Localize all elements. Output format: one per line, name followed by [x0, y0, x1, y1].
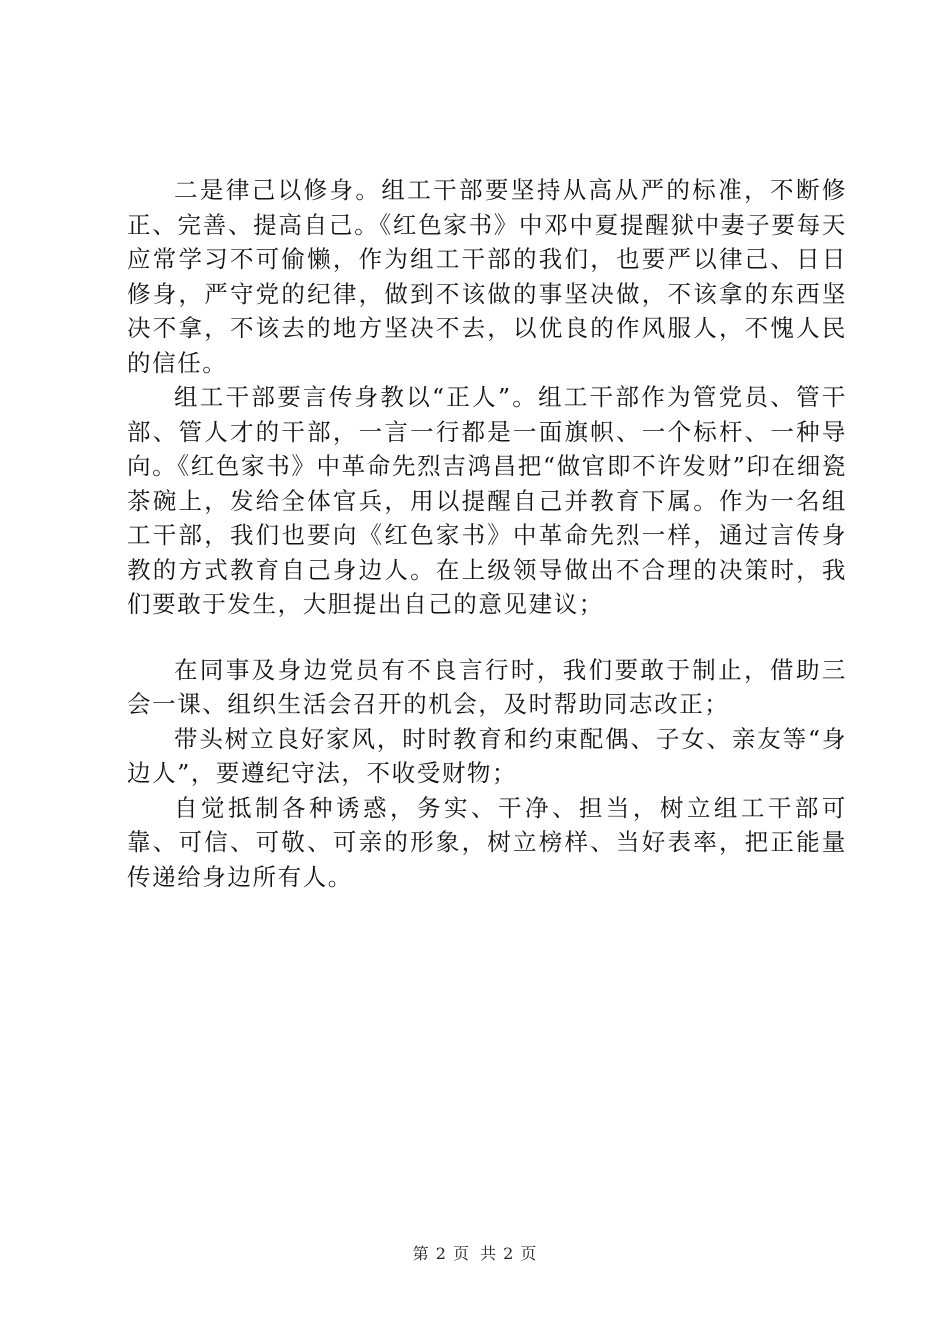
- page-number-current: 第 2 页: [412, 1244, 470, 1263]
- page-number-total: 共 2 页: [480, 1244, 538, 1263]
- paragraph-self-discipline: 二是律己以修身。组工干部要坚持从高从严的标准，不断修正、完善、提高自己。《红色家书》中邓中夏提醒狱中妻子要每天应常学习不可偷懒，作为组工干部的我们，也要严以律己、日日修身，严守党的纪律，做到不该做的事坚决做，不该拿的东西坚决不拿，不该去的地方坚决不去，以优良的作风服人，不愧人民的信任。: [127, 176, 847, 377]
- paragraph-stop-misconduct: 在同事及身边党员有不良言行时，我们要敢于制止，借助三会一课、组织生活会召开的机会，及时帮助同志改正；: [127, 655, 847, 718]
- paragraph-lead-by-example: 组工干部要言传身教以“正人”。组工干部作为管党员、管干部、管人才的干部，一言一行都是一面旗帜、一个标杆、一种导向。《红色家书》中革命先烈吉鸿昌把“做官即不许发财”印在细瓷茶碗上，发给全体官兵，用以提醒自己并教育下属。作为一名组工干部，我们也要向《红色家书》中革命先烈一样，通过言传身教的方式教育自己身边人。在上级领导做出不合理的决策时，我们要敢于发生，大胆提出自己的意见建议；: [127, 383, 847, 618]
- page-footer: [0, 1244, 950, 1264]
- document-body: [127, 173, 847, 894]
- paragraph-resist-temptation: 自觉抵制各种诱惑，务实、干净、担当，树立组工干部可靠、可信、可敬、可亲的形象，树立榜样、当好表率，把正能量传递给身边所有人。: [127, 793, 847, 891]
- paragraph-family-style: 带头树立良好家风，时时教育和约束配偶、子女、亲友等“身边人”，要遵纪守法，不收受财物；: [127, 724, 847, 787]
